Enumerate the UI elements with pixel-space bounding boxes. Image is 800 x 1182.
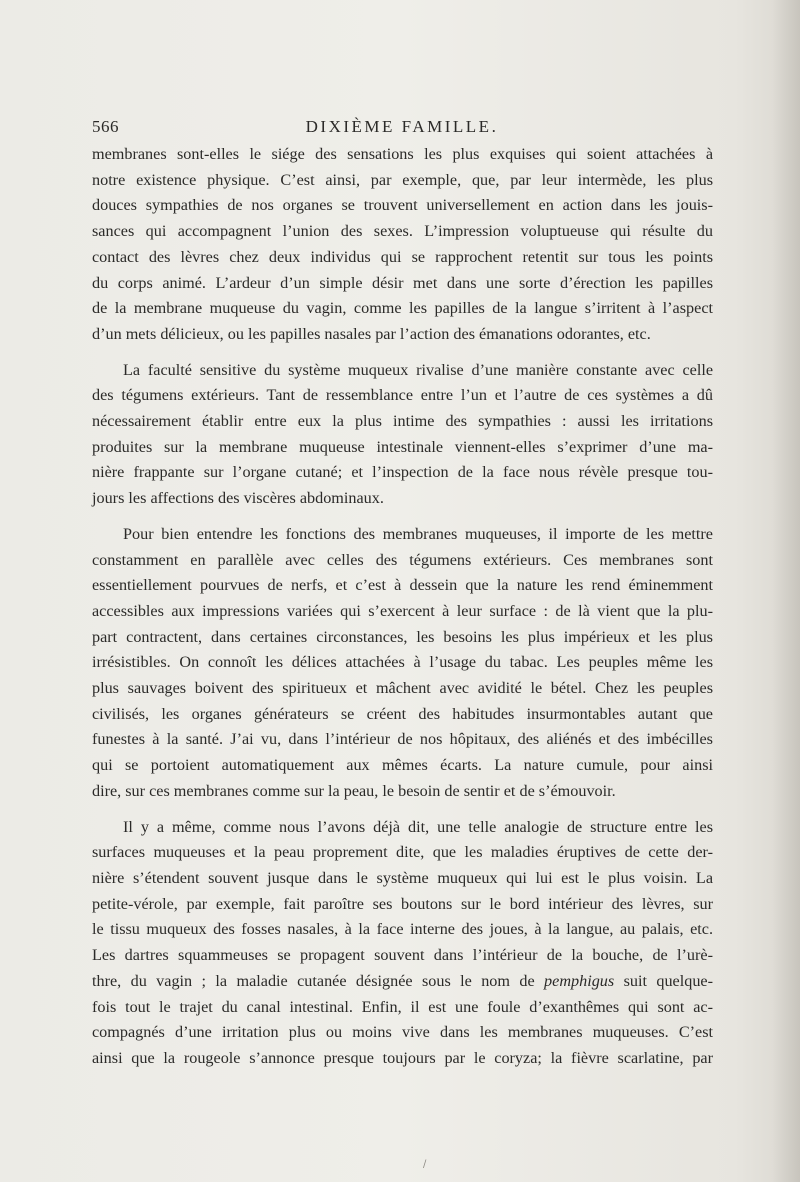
text-line: civilisés, les organes générateurs se créent des habitudes insurmontables autant que [92,704,713,723]
text-line: douces sympathies de nos organes se trouvent universellement en action dans les jouis- [92,196,713,215]
text-line: accessibles aux impressions variées qui s’exercent à leur surface : de là vient que la plu- [92,601,713,620]
text-line: jours les affections des viscères abdominaux. [92,489,384,508]
paragraph-1 [92,142,713,348]
text-line: de la membrane muqueuse du vagin, comme les papilles de la langue s’irritent à l’aspect [92,299,713,318]
text-segment: suit quelque- [614,971,713,990]
text-line: constamment en parallèle avec celles des tégumens extérieurs. Ces membranes sont [92,550,713,569]
text-line: part contractent, dans certaines circonstances, les besoins les plus impérieux et les plus [92,627,713,646]
text-line: surfaces muqueuses et la peau proprement dite, que les maladies éruptives de cette der- [92,843,713,862]
text-line: fois tout le trajet du canal intestinal. Enfin, il est une foule d’exanthêmes qui sont ac- [92,997,713,1016]
text-line: Les dartres squammeuses se propagent souvent dans l’intérieur de la bouche, de l’urè- [92,946,713,965]
text-line: membranes sont-elles le siége des sensations les plus exquises qui soient attachées à [92,145,713,163]
text-line: ainsi que la rougeole s’annonce presque toujours par le coryza; la fièvre scarlatine, par [92,1048,713,1067]
text-line: funestes à la santé. J’ai vu, dans l’intérieur de nos hôpitaux, des aliénés et des imbécilles [92,730,713,749]
italic-term: pemphigus [544,971,615,990]
body-text [92,142,713,1082]
text-line: le tissu muqueux des fosses nasales, à la face interne des joues, à la langue, au palais, etc. [92,920,713,939]
text-line: Pour bien entendre les fonctions des membranes muqueuses, il importe de les mettre [123,524,713,543]
text-line: compagnés d’une irritation plus ou moins vive dans les membranes muqueuses. C’est [92,1023,713,1042]
text-line: Il y a même, comme nous l’avons déjà dit, une telle analogie de structure entre les [123,817,713,836]
text-line: irrésistibles. On connoît les délices attachées à l’usage du tabac. Les peuples même les [92,653,713,672]
text-line: petite-vérole, par exemple, fait paroître ses boutons sur le bord intérieur des lèvres, sur [92,894,713,913]
paragraph-3 [92,522,713,805]
text-line: notre existence physique. C’est ainsi, par exemple, que, par leur intermède, les plus [92,170,713,189]
text-line: d’un mets délicieux, ou les papilles nasales par l’action des émanations odorantes, etc. [92,324,651,343]
text-line: du corps animé. L’ardeur d’un simple désir met dans une sorte d’érection les papilles [92,273,713,292]
text-line: produites sur la membrane muqueuse intestinale viennent-elles s’exprimer d’une ma- [92,437,713,456]
text-line: sances qui accompagnent l’union des sexes. L’impression voluptueuse qui résulte du [92,222,713,241]
text-line: essentiellement pourvues de nerfs, et c’est à dessein que la nature les rend éminemment [92,576,713,595]
paragraph-2 [92,358,713,512]
text-line: nière frappante sur l’organe cutané; et l’inspection de la face nous révèle presque tou- [92,463,713,482]
page-number: 566 [92,117,119,136]
footer-mark: / [423,1159,427,1170]
page-header [92,117,712,141]
text-line: contact des lèvres chez deux individus qui se rapprochent retentit sur tous les points [92,247,713,266]
paragraph-4 [92,815,713,1072]
text-line: qui se portoient automatiquement aux mêmes écarts. La nature cumule, pour ainsi [92,756,713,775]
text-line: dire, sur ces membranes comme sur la peau, le besoin de sentir et de s’émouvoir. [92,781,616,800]
text-line: nécessairement établir entre eux la plus intime des sympathies : aussi les irritations [92,412,713,431]
page-edge-shadow [772,0,800,1182]
text-line: La faculté sensitive du système muqueux rivalise d’une manière constante avec celle [123,360,713,379]
text-line-with-italic [92,969,713,995]
text-line: plus sauvages boivent des spiritueux et mâchent avec avidité le bétel. Chez les peuples [92,679,713,698]
running-title: DIXIÈME FAMILLE. [305,117,499,136]
text-line: des tégumens extérieurs. Tant de ressemblance entre l’un et l’autre de ces systèmes a dû [92,386,713,405]
text-line: nière s’étendent souvent jusque dans le système muqueux qui lui est le plus voisin. La [92,868,713,887]
text-segment: thre, du vagin ; la maladie cutanée désignée sous le nom de [92,971,545,990]
